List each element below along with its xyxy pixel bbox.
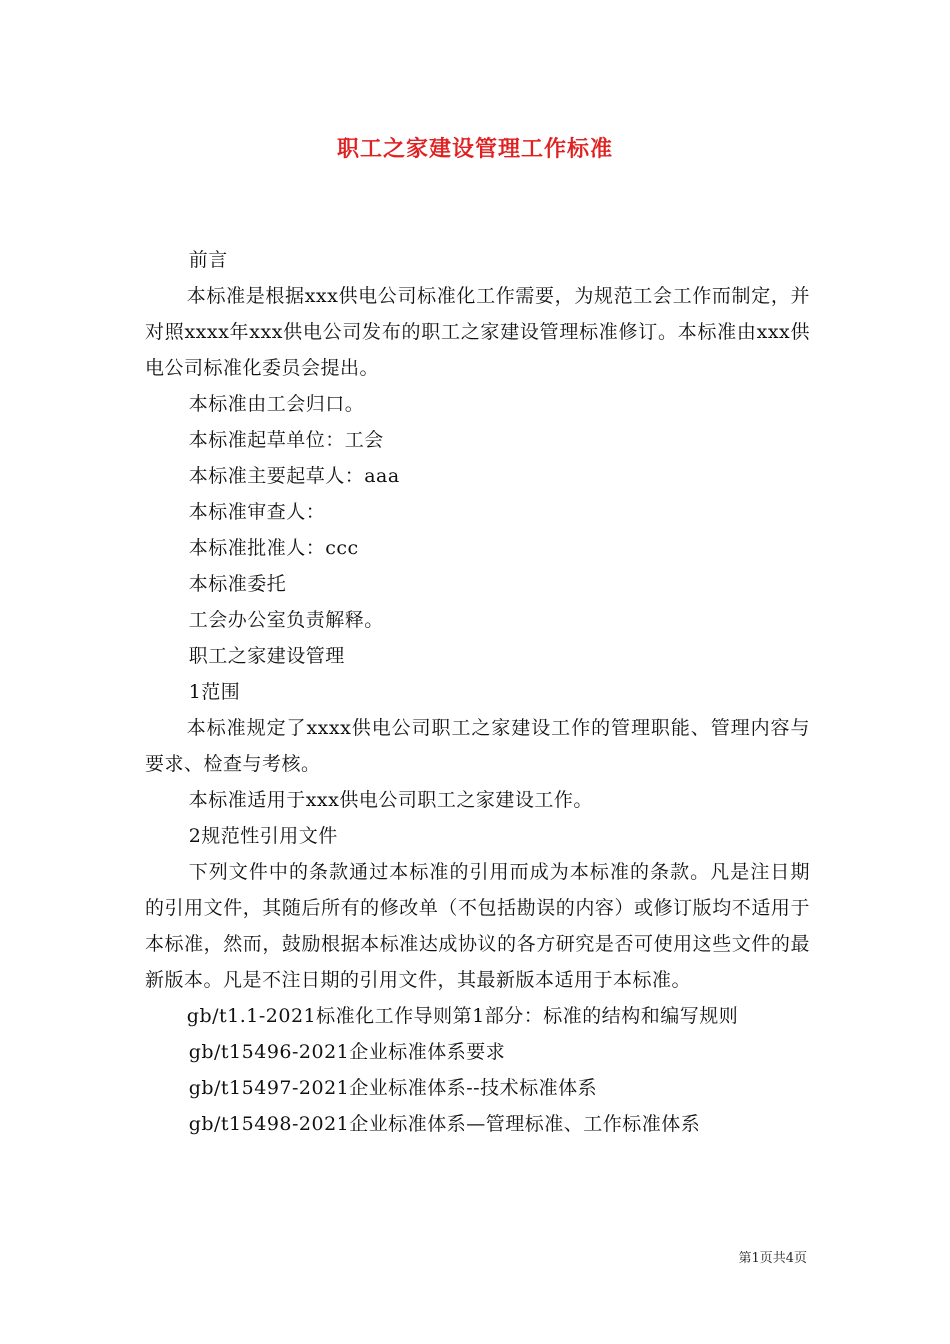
paragraph: 工会办公室负责解释。 [188,609,384,631]
paragraph: 下列文件中的条款通过本标准的引用而成为本标准的条款。凡是注日期的引用文件，其随后所有的修改单（不包括勘误的内容）或修订版均不适用于本标准，然而，鼓励根据本标准达成协议的各方研究是否可使用这些文件的最新版本。凡是不注日期的引用文件，其最新版本适用于本标准。 [145,861,810,991]
paragraph: 本标准批准人：ccc [188,537,359,559]
reference-item: gb/t15496-2021企业标准体系要求 [188,1041,506,1063]
reference-item: gb/t1.1-2021标准化工作导则第1部分：标准的结构和编写规则 [186,1005,739,1027]
section-heading: 2规范性引用文件 [188,825,338,847]
paragraph: 本标准审查人： [188,501,326,523]
paragraph: 本标准委托 [188,573,287,595]
paragraph: 本标准起草单位：工会 [188,429,384,451]
paragraph: 本标准由工会归口。 [188,393,365,415]
reference-item: gb/t15497-2021企业标准体系--技术标准体系 [188,1077,598,1099]
paragraph: 本标准适用于xxx供电公司职工之家建设工作。 [188,789,593,811]
reference-item: gb/t15498-2021企业标准体系—管理标准、工作标准体系 [188,1113,701,1135]
section-heading: 1范围 [188,681,241,703]
paragraph: 本标准主要起草人：aaa [188,465,400,487]
paragraph: 本标准规定了xxxx供电公司职工之家建设工作的管理职能、管理内容与要求、检查与考核。 [145,717,810,775]
paragraph: 本标准是根据xxx供电公司标准化工作需要，为规范工会工作而制定，并对照xxxx年xxx供电公司发布的职工之家建设管理标准修订。本标准由xxx供电公司标准化委员会提出。 [145,285,810,379]
page-number: 第1页共4页 [738,1251,807,1266]
preface-heading: 前言 [188,249,228,271]
section-heading: 职工之家建设管理 [188,645,345,667]
document-body [145,242,810,1142]
document-title: 职工之家建设管理工作标准 [336,136,613,162]
